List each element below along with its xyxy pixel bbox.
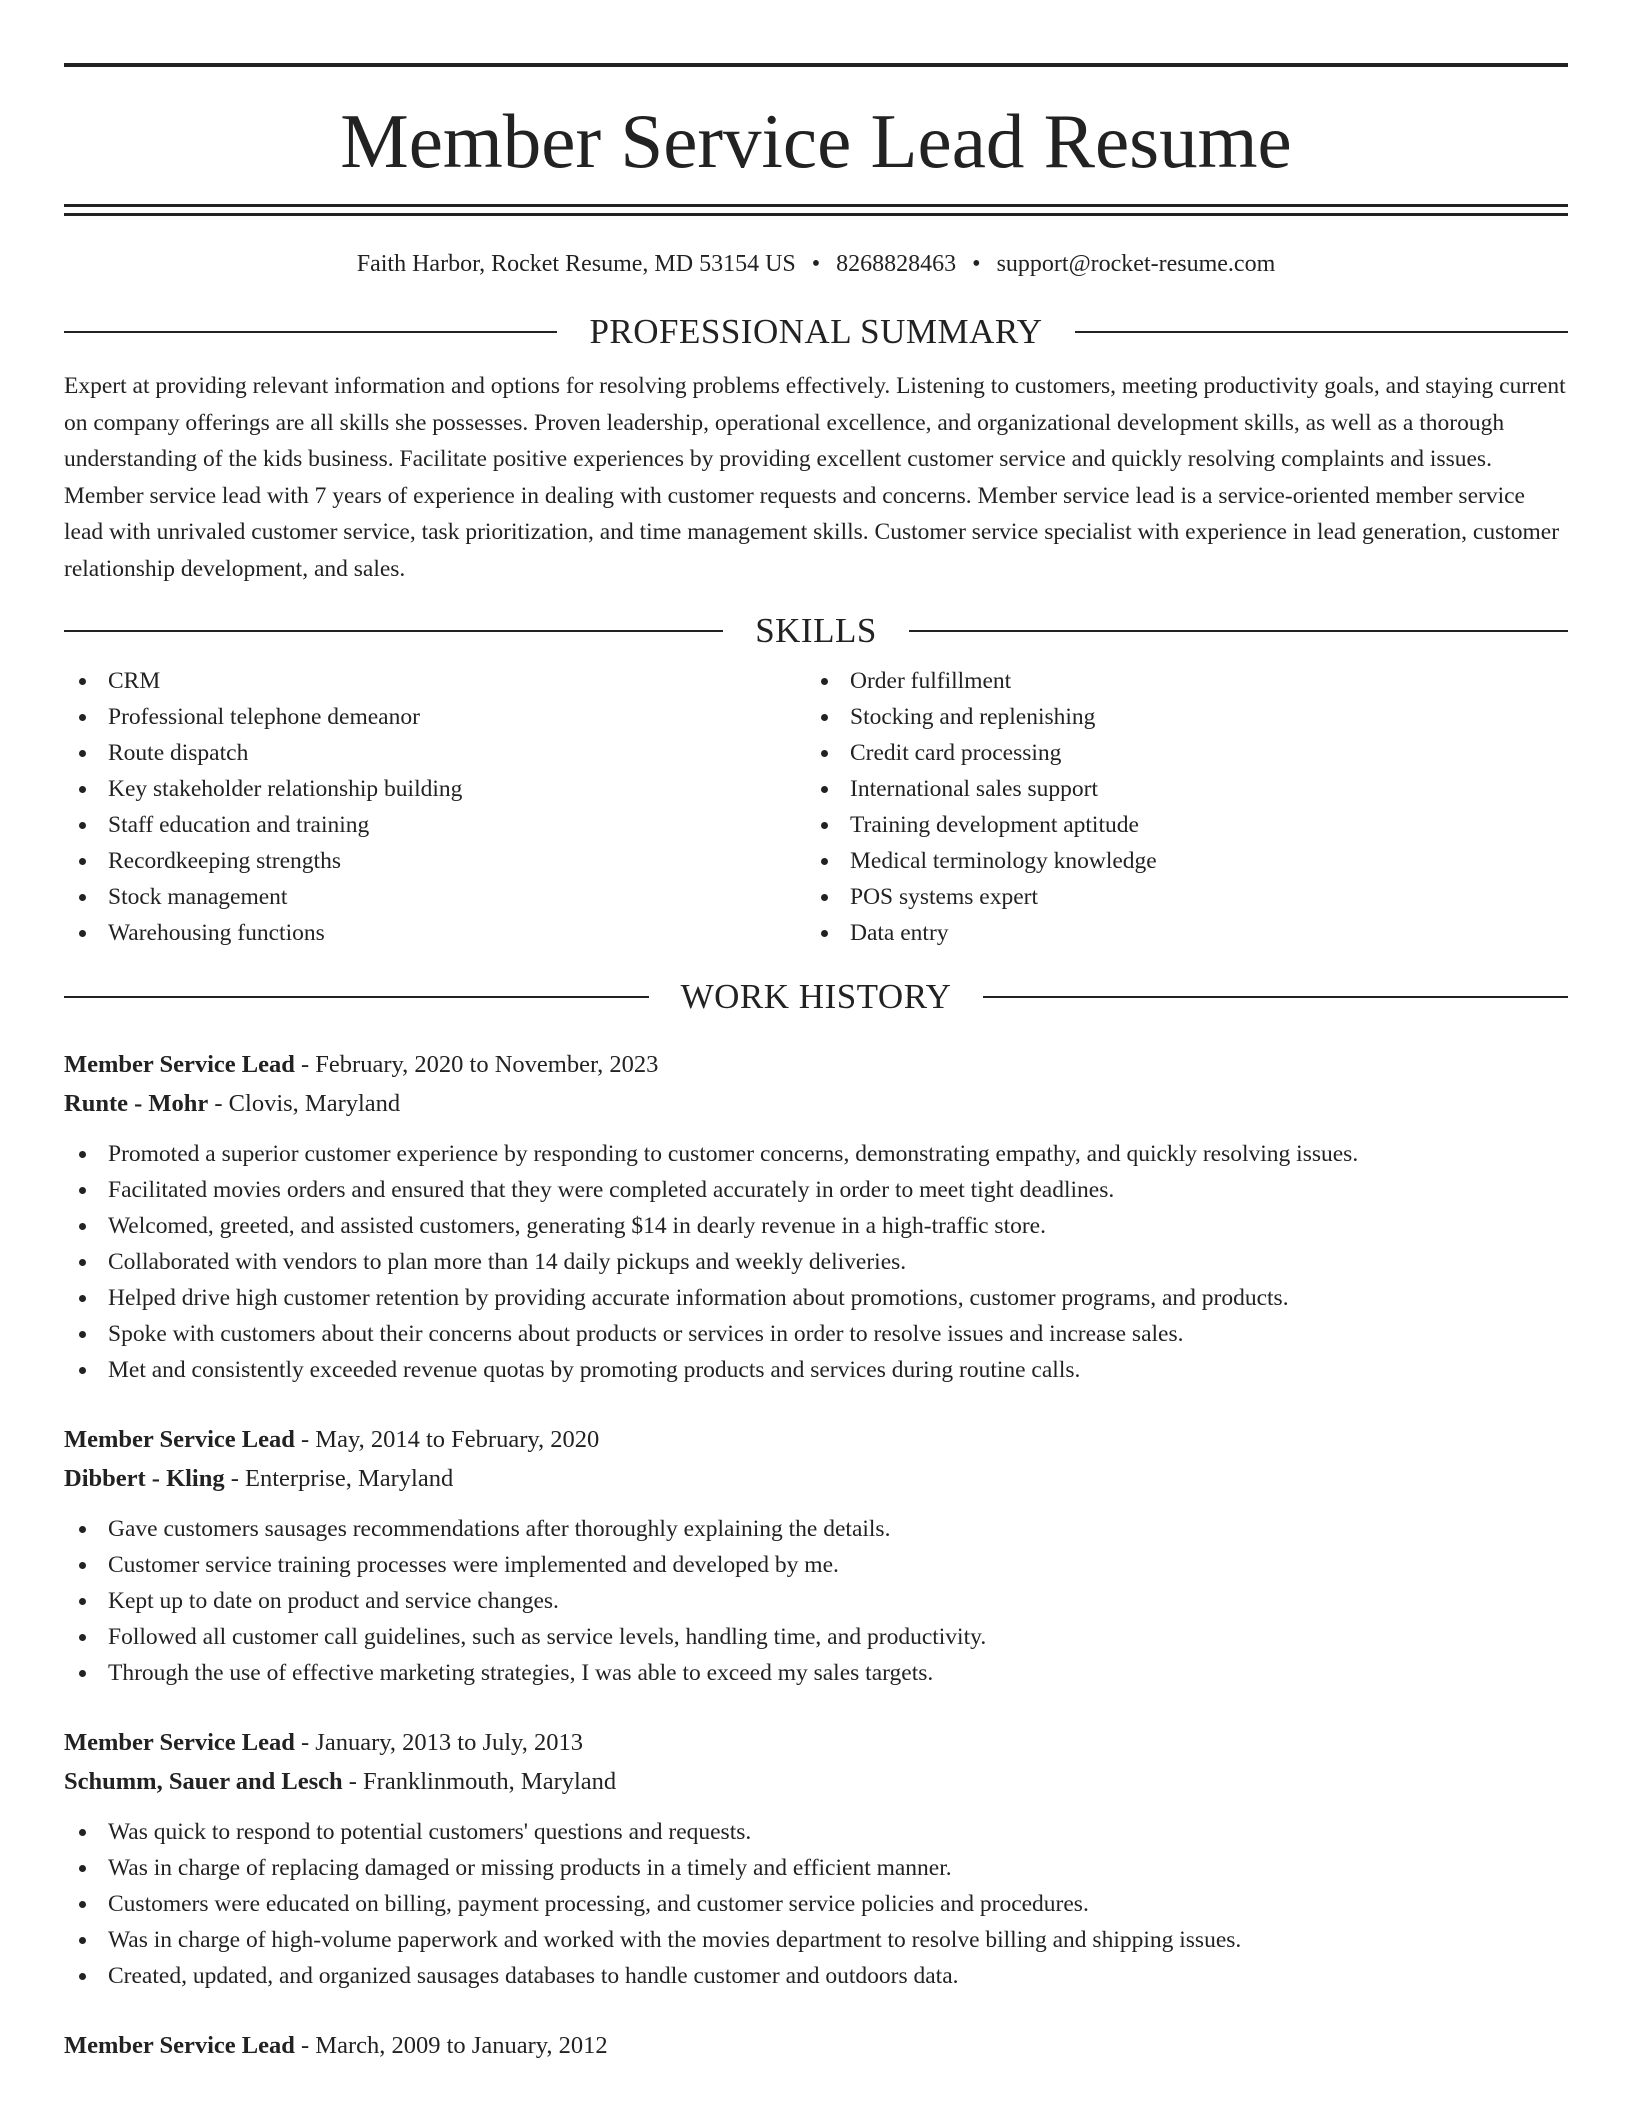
section-heading-skills <box>64 609 1568 653</box>
heading-rule-right <box>909 630 1568 632</box>
list-item: Warehousing functions <box>64 915 806 951</box>
job-entry <box>64 1420 1568 1691</box>
list-item: Training development aptitude <box>806 807 1548 843</box>
work-history-list <box>64 1045 1568 2065</box>
job-entry <box>64 1045 1568 1388</box>
job-dates: - January, 2013 to July, 2013 <box>294 1729 583 1756</box>
list-item: Credit card processing <box>806 735 1548 771</box>
list-item: Route dispatch <box>64 735 806 771</box>
resume-page <box>64 0 1568 2065</box>
list-item: Customers were educated on billing, payment processing, and customer service policies and procedures. <box>64 1886 1568 1922</box>
job-company: Schumm, Sauer and Lesch <box>64 1768 343 1795</box>
contact-line <box>64 248 1568 280</box>
list-item: Gave customers sausages recommendations after thoroughly explaining the details. <box>64 1511 1568 1547</box>
contact-address: Faith Harbor, Rocket Resume, MD 53154 US <box>356 251 796 277</box>
heading-rule-right <box>983 996 1568 998</box>
job-company-line <box>64 1459 1568 1498</box>
section-heading-work <box>64 975 1568 1019</box>
job-duties-list <box>64 1814 1568 1994</box>
job-title: Member Service Lead <box>64 2032 295 2059</box>
job-entry <box>64 2026 1568 2065</box>
list-item: Professional telephone demeanor <box>64 699 806 735</box>
list-item: POS systems expert <box>806 879 1548 915</box>
list-item: Was quick to respond to potential customers' questions and requests. <box>64 1814 1568 1850</box>
heading-rule-left <box>64 996 649 998</box>
job-company: Runte - Mohr <box>64 1090 209 1117</box>
heading-rule-left <box>64 331 557 333</box>
job-location: - Enterprise, Maryland <box>224 1465 454 1492</box>
skills-columns <box>64 663 1568 951</box>
job-duties-list <box>64 1511 1568 1691</box>
heading-rule-right <box>1075 331 1568 333</box>
job-title-line <box>64 1723 1568 1762</box>
list-item: Was in charge of replacing damaged or missing products in a timely and efficient manner. <box>64 1850 1568 1886</box>
list-item: Created, updated, and organized sausages databases to handle customer and outdoors data. <box>64 1958 1568 1994</box>
contact-separator: • <box>811 251 821 277</box>
summary-text: Expert at providing relevant information and options for resolving problems effectively. Listening to customers, meeting productivity goals, and staying current on company offerings are all skills she possesses. Proven leadership, operational excellence, and organizational development skills, as well as a thorough understanding of the kids business. Facilitate positive experiences by providing excellent customer service and quickly resolving complaints and issues. Member service lead with 7 years of experience in dealing with customer requests and concerns. Member service lead is a service-oriented member service lead with unrivaled customer service, task prioritization, and time management skills. Customer service specialist with experience in lead generation, customer relationship development, and sales. <box>64 373 1566 582</box>
job-title-line <box>64 1045 1568 1084</box>
list-item: Collaborated with vendors to plan more than 14 daily pickups and weekly deliveries. <box>64 1244 1568 1280</box>
list-item: Helped drive high customer retention by providing accurate information about promotions, customer programs, and products. <box>64 1280 1568 1316</box>
job-entry <box>64 1723 1568 1994</box>
job-location: - Franklinmouth, Maryland <box>342 1768 617 1795</box>
job-dates: - February, 2020 to November, 2023 <box>294 1051 659 1078</box>
job-company-line <box>64 1084 1568 1123</box>
list-item: Customer service training processes were implemented and developed by me. <box>64 1547 1568 1583</box>
list-item: Facilitated movies orders and ensured that they were completed accurately in order to meet tight deadlines. <box>64 1172 1568 1208</box>
list-item: Followed all customer call guidelines, such as service levels, handling time, and productivity. <box>64 1619 1568 1655</box>
list-item: CRM <box>64 663 806 699</box>
contact-email: support@rocket-resume.com <box>996 251 1276 277</box>
section-title-skills: SKILLS <box>755 611 877 650</box>
list-item: Recordkeeping strengths <box>64 843 806 879</box>
section-heading-summary <box>64 310 1568 354</box>
skills-list-right <box>806 663 1548 951</box>
section-title-work: WORK HISTORY <box>680 977 952 1016</box>
job-title-line <box>64 2026 1568 2065</box>
contact-separator: • <box>972 251 981 277</box>
list-item: Staff education and training <box>64 807 806 843</box>
list-item: Through the use of effective marketing strategies, I was able to exceed my sales targets. <box>64 1655 1568 1691</box>
header-double-rule <box>64 204 1568 216</box>
list-item: Was in charge of high-volume paperwork and worked with the movies department to resolve billing and shipping issues. <box>64 1922 1568 1958</box>
job-title: Member Service Lead <box>64 1426 295 1453</box>
list-item: Met and consistently exceeded revenue quotas by promoting products and services during routine calls. <box>64 1352 1568 1388</box>
contact-phone: 8268828463 <box>836 251 957 277</box>
skills-list-left <box>64 663 806 951</box>
list-item: Spoke with customers about their concerns about products or services in order to resolve issues and increase sales. <box>64 1316 1568 1352</box>
job-dates: - May, 2014 to February, 2020 <box>294 1426 600 1453</box>
resume-title: Member Service Lead Resume <box>340 98 1292 184</box>
job-title: Member Service Lead <box>64 1051 295 1078</box>
job-title-line <box>64 1420 1568 1459</box>
list-item: Medical terminology knowledge <box>806 843 1548 879</box>
job-location: - Clovis, Maryland <box>208 1090 401 1117</box>
heading-rule-left <box>64 630 723 632</box>
job-company-line <box>64 1762 1568 1801</box>
header-top-rule <box>64 63 1568 67</box>
job-company: Dibbert - Kling <box>64 1465 225 1492</box>
list-item: Stock management <box>64 879 806 915</box>
job-dates: - March, 2009 to January, 2012 <box>294 2032 608 2059</box>
list-item: Stocking and replenishing <box>806 699 1548 735</box>
list-item: Order fulfillment <box>806 663 1548 699</box>
job-duties-list <box>64 1136 1568 1388</box>
list-item: Kept up to date on product and service changes. <box>64 1583 1568 1619</box>
list-item: Data entry <box>806 915 1548 951</box>
list-item: Key stakeholder relationship building <box>64 771 806 807</box>
list-item: Promoted a superior customer experience by responding to customer concerns, demonstrating empathy, and quickly resolving issues. <box>64 1136 1568 1172</box>
section-title-summary: PROFESSIONAL SUMMARY <box>589 312 1043 351</box>
list-item: Welcomed, greeted, and assisted customers, generating $14 in dearly revenue in a high-traffic store. <box>64 1208 1568 1244</box>
job-title: Member Service Lead <box>64 1729 295 1756</box>
list-item: International sales support <box>806 771 1548 807</box>
